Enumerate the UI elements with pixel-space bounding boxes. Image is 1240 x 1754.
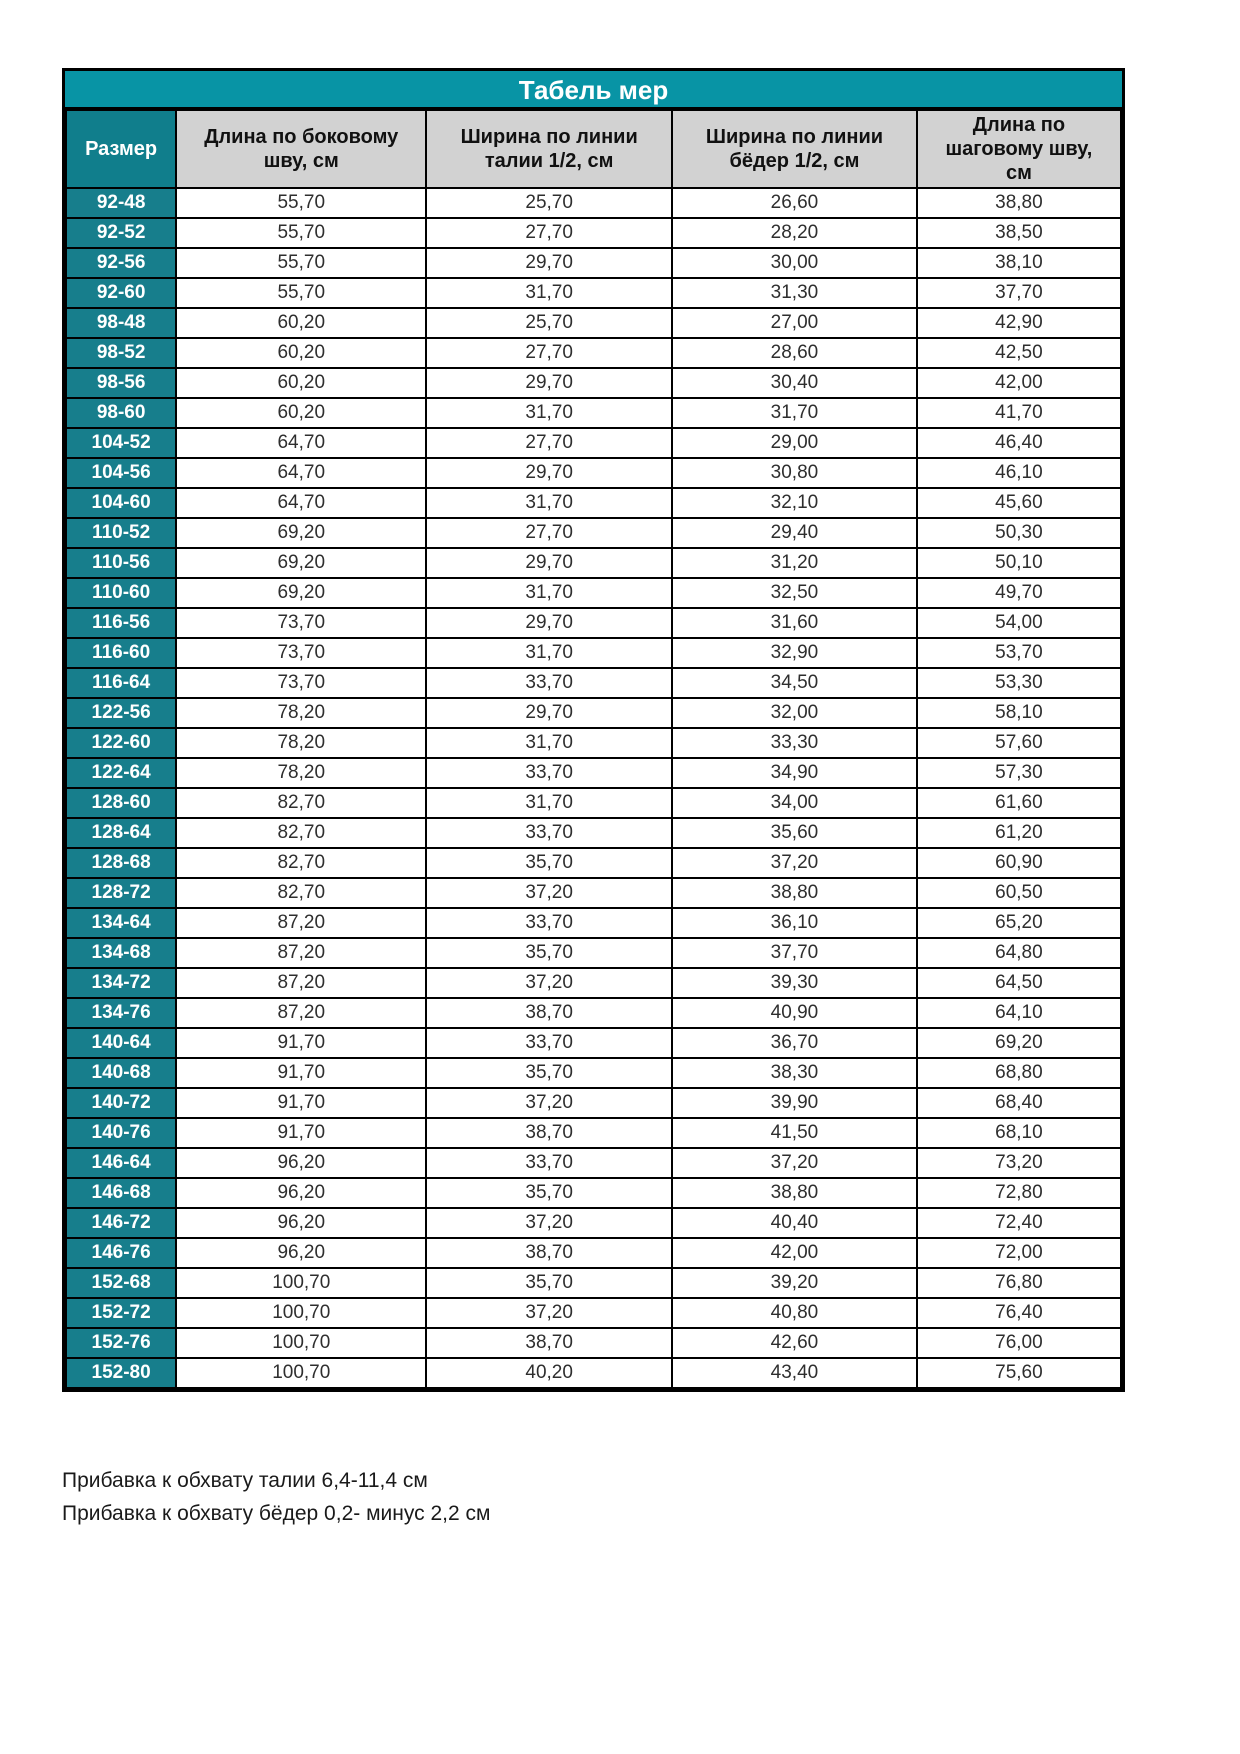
size-cell: 146-76 [66, 1238, 176, 1268]
value-cell: 60,50 [917, 878, 1121, 908]
size-cell: 152-76 [66, 1328, 176, 1358]
table-row [66, 728, 1121, 758]
value-cell: 73,70 [176, 668, 426, 698]
value-cell: 82,70 [176, 878, 426, 908]
value-cell: 26,60 [672, 188, 917, 218]
size-cell: 140-68 [66, 1058, 176, 1088]
value-cell: 61,60 [917, 788, 1121, 818]
footnote-waist-ease: Прибавка к обхвату талии 6,4-11,4 см [62, 1469, 428, 1492]
value-cell: 72,00 [917, 1238, 1121, 1268]
value-cell: 46,40 [917, 428, 1121, 458]
size-cell: 134-68 [66, 938, 176, 968]
value-cell: 69,20 [176, 548, 426, 578]
value-cell: 96,20 [176, 1178, 426, 1208]
value-cell: 40,40 [672, 1208, 917, 1238]
size-cell: 110-52 [66, 518, 176, 548]
value-cell: 61,20 [917, 818, 1121, 848]
value-cell: 46,10 [917, 458, 1121, 488]
table-row [66, 608, 1121, 638]
table-row [66, 308, 1121, 338]
column-header-inseam: Длина по шаговому шву, см [917, 110, 1121, 188]
size-cell: 98-52 [66, 338, 176, 368]
table-row [66, 1208, 1121, 1238]
size-cell: 116-60 [66, 638, 176, 668]
value-cell: 30,00 [672, 248, 917, 278]
value-cell: 29,70 [426, 458, 672, 488]
value-cell: 33,70 [426, 758, 672, 788]
value-cell: 100,70 [176, 1358, 426, 1388]
value-cell: 38,70 [426, 1328, 672, 1358]
size-cell: 98-56 [66, 368, 176, 398]
table-row [66, 758, 1121, 788]
value-cell: 87,20 [176, 998, 426, 1028]
value-cell: 28,20 [672, 218, 917, 248]
value-cell: 32,90 [672, 638, 917, 668]
value-cell: 30,80 [672, 458, 917, 488]
value-cell: 96,20 [176, 1208, 426, 1238]
value-cell: 31,70 [426, 398, 672, 428]
value-cell: 32,50 [672, 578, 917, 608]
value-cell: 38,50 [917, 218, 1121, 248]
value-cell: 96,20 [176, 1238, 426, 1268]
size-cell: 92-56 [66, 248, 176, 278]
value-cell: 35,70 [426, 848, 672, 878]
table-row [66, 878, 1121, 908]
value-cell: 73,70 [176, 608, 426, 638]
value-cell: 27,70 [426, 338, 672, 368]
size-cell: 134-72 [66, 968, 176, 998]
table-row [66, 1118, 1121, 1148]
value-cell: 68,40 [917, 1088, 1121, 1118]
value-cell: 57,30 [917, 758, 1121, 788]
table-row [66, 668, 1121, 698]
size-cell: 122-56 [66, 698, 176, 728]
value-cell: 42,90 [917, 308, 1121, 338]
size-cell: 116-64 [66, 668, 176, 698]
value-cell: 100,70 [176, 1298, 426, 1328]
table-header [66, 110, 1121, 188]
measurement-table [65, 109, 1122, 1389]
size-cell: 98-48 [66, 308, 176, 338]
value-cell: 38,80 [672, 1178, 917, 1208]
value-cell: 87,20 [176, 908, 426, 938]
value-cell: 35,60 [672, 818, 917, 848]
value-cell: 36,10 [672, 908, 917, 938]
table-row [66, 788, 1121, 818]
value-cell: 37,20 [426, 878, 672, 908]
value-cell: 60,20 [176, 308, 426, 338]
value-cell: 37,70 [672, 938, 917, 968]
value-cell: 32,00 [672, 698, 917, 728]
table-row [66, 488, 1121, 518]
value-cell: 34,00 [672, 788, 917, 818]
table-row [66, 1058, 1121, 1088]
value-cell: 38,70 [426, 1118, 672, 1148]
value-cell: 31,30 [672, 278, 917, 308]
value-cell: 87,20 [176, 938, 426, 968]
value-cell: 31,70 [426, 638, 672, 668]
table-row [66, 1328, 1121, 1358]
value-cell: 38,10 [917, 248, 1121, 278]
value-cell: 36,70 [672, 1028, 917, 1058]
value-cell: 37,20 [426, 1298, 672, 1328]
size-cell: 116-56 [66, 608, 176, 638]
table-row [66, 578, 1121, 608]
value-cell: 31,60 [672, 608, 917, 638]
value-cell: 42,50 [917, 338, 1121, 368]
size-cell: 152-80 [66, 1358, 176, 1388]
value-cell: 64,10 [917, 998, 1121, 1028]
value-cell: 38,70 [426, 1238, 672, 1268]
table-row [66, 968, 1121, 998]
value-cell: 76,00 [917, 1328, 1121, 1358]
table-row [66, 428, 1121, 458]
table-row [66, 1148, 1121, 1178]
value-cell: 33,70 [426, 1028, 672, 1058]
size-cell: 146-72 [66, 1208, 176, 1238]
size-cell: 128-72 [66, 878, 176, 908]
value-cell: 27,70 [426, 518, 672, 548]
size-cell: 152-72 [66, 1298, 176, 1328]
value-cell: 69,20 [917, 1028, 1121, 1058]
value-cell: 37,20 [672, 848, 917, 878]
value-cell: 64,70 [176, 428, 426, 458]
value-cell: 78,20 [176, 698, 426, 728]
value-cell: 27,70 [426, 428, 672, 458]
table-row [66, 248, 1121, 278]
value-cell: 31,70 [426, 728, 672, 758]
size-cell: 110-56 [66, 548, 176, 578]
table-row [66, 278, 1121, 308]
value-cell: 87,20 [176, 968, 426, 998]
value-cell: 39,90 [672, 1088, 917, 1118]
value-cell: 35,70 [426, 1268, 672, 1298]
value-cell: 72,40 [917, 1208, 1121, 1238]
value-cell: 78,20 [176, 758, 426, 788]
table-row [66, 908, 1121, 938]
header-row [66, 110, 1121, 188]
value-cell: 60,20 [176, 398, 426, 428]
value-cell: 29,70 [426, 698, 672, 728]
footnotes [62, 1464, 1125, 1530]
size-cell: 140-72 [66, 1088, 176, 1118]
size-cell: 98-60 [66, 398, 176, 428]
value-cell: 73,20 [917, 1148, 1121, 1178]
value-cell: 78,20 [176, 728, 426, 758]
table-row [66, 1268, 1121, 1298]
value-cell: 33,30 [672, 728, 917, 758]
value-cell: 27,70 [426, 218, 672, 248]
table-row [66, 1298, 1121, 1328]
value-cell: 43,40 [672, 1358, 917, 1388]
table-row [66, 518, 1121, 548]
size-cell: 134-64 [66, 908, 176, 938]
size-cell: 92-48 [66, 188, 176, 218]
value-cell: 40,80 [672, 1298, 917, 1328]
table-row [66, 548, 1121, 578]
value-cell: 31,20 [672, 548, 917, 578]
column-header-hip-width: Ширина по линии бёдер 1/2, см [672, 110, 917, 188]
measurement-table-container [62, 68, 1125, 1392]
value-cell: 64,80 [917, 938, 1121, 968]
value-cell: 33,70 [426, 908, 672, 938]
value-cell: 31,70 [426, 788, 672, 818]
column-header-size: Размер [66, 110, 176, 188]
value-cell: 31,70 [426, 488, 672, 518]
value-cell: 34,50 [672, 668, 917, 698]
value-cell: 29,00 [672, 428, 917, 458]
document-page [62, 68, 1125, 1530]
value-cell: 33,70 [426, 668, 672, 698]
size-cell: 128-64 [66, 818, 176, 848]
value-cell: 72,80 [917, 1178, 1121, 1208]
value-cell: 42,00 [917, 368, 1121, 398]
value-cell: 82,70 [176, 818, 426, 848]
size-cell: 122-60 [66, 728, 176, 758]
value-cell: 64,70 [176, 458, 426, 488]
value-cell: 35,70 [426, 1178, 672, 1208]
table-row [66, 1358, 1121, 1388]
table-row [66, 458, 1121, 488]
value-cell: 49,70 [917, 578, 1121, 608]
value-cell: 39,20 [672, 1268, 917, 1298]
table-row [66, 848, 1121, 878]
size-cell: 122-64 [66, 758, 176, 788]
value-cell: 91,70 [176, 1118, 426, 1148]
size-cell: 110-60 [66, 578, 176, 608]
value-cell: 38,30 [672, 1058, 917, 1088]
value-cell: 35,70 [426, 938, 672, 968]
table-row [66, 398, 1121, 428]
value-cell: 69,20 [176, 518, 426, 548]
value-cell: 38,70 [426, 998, 672, 1028]
table-row [66, 1238, 1121, 1268]
value-cell: 32,10 [672, 488, 917, 518]
value-cell: 31,70 [426, 278, 672, 308]
size-cell: 146-64 [66, 1148, 176, 1178]
value-cell: 37,20 [672, 1148, 917, 1178]
value-cell: 35,70 [426, 1058, 672, 1088]
size-cell: 146-68 [66, 1178, 176, 1208]
value-cell: 34,90 [672, 758, 917, 788]
value-cell: 69,20 [176, 578, 426, 608]
value-cell: 25,70 [426, 188, 672, 218]
value-cell: 30,40 [672, 368, 917, 398]
value-cell: 54,00 [917, 608, 1121, 638]
value-cell: 37,20 [426, 1088, 672, 1118]
value-cell: 60,20 [176, 338, 426, 368]
value-cell: 60,20 [176, 368, 426, 398]
value-cell: 55,70 [176, 188, 426, 218]
size-cell: 140-64 [66, 1028, 176, 1058]
table-row [66, 188, 1121, 218]
value-cell: 55,70 [176, 248, 426, 278]
value-cell: 38,80 [672, 878, 917, 908]
value-cell: 82,70 [176, 788, 426, 818]
table-row [66, 638, 1121, 668]
value-cell: 76,80 [917, 1268, 1121, 1298]
value-cell: 37,20 [426, 1208, 672, 1238]
size-cell: 92-60 [66, 278, 176, 308]
size-cell: 152-68 [66, 1268, 176, 1298]
value-cell: 91,70 [176, 1028, 426, 1058]
value-cell: 33,70 [426, 818, 672, 848]
size-cell: 92-52 [66, 218, 176, 248]
value-cell: 29,40 [672, 518, 917, 548]
size-cell: 128-60 [66, 788, 176, 818]
value-cell: 64,70 [176, 488, 426, 518]
value-cell: 39,30 [672, 968, 917, 998]
table-row [66, 818, 1121, 848]
table-row [66, 1028, 1121, 1058]
value-cell: 91,70 [176, 1058, 426, 1088]
value-cell: 68,80 [917, 1058, 1121, 1088]
value-cell: 57,60 [917, 728, 1121, 758]
value-cell: 28,60 [672, 338, 917, 368]
value-cell: 31,70 [672, 398, 917, 428]
value-cell: 41,70 [917, 398, 1121, 428]
value-cell: 29,70 [426, 548, 672, 578]
value-cell: 37,70 [917, 278, 1121, 308]
value-cell: 42,00 [672, 1238, 917, 1268]
value-cell: 76,40 [917, 1298, 1121, 1328]
value-cell: 42,60 [672, 1328, 917, 1358]
table-title: Табель мер [65, 71, 1122, 109]
value-cell: 73,70 [176, 638, 426, 668]
value-cell: 53,30 [917, 668, 1121, 698]
value-cell: 29,70 [426, 368, 672, 398]
value-cell: 64,50 [917, 968, 1121, 998]
value-cell: 40,20 [426, 1358, 672, 1388]
value-cell: 25,70 [426, 308, 672, 338]
size-cell: 140-76 [66, 1118, 176, 1148]
value-cell: 60,90 [917, 848, 1121, 878]
value-cell: 68,10 [917, 1118, 1121, 1148]
value-cell: 40,90 [672, 998, 917, 1028]
value-cell: 38,80 [917, 188, 1121, 218]
value-cell: 37,20 [426, 968, 672, 998]
value-cell: 53,70 [917, 638, 1121, 668]
column-header-waist-width: Ширина по линии талии 1/2, см [426, 110, 672, 188]
value-cell: 65,20 [917, 908, 1121, 938]
value-cell: 75,60 [917, 1358, 1121, 1388]
table-row [66, 1088, 1121, 1118]
value-cell: 50,10 [917, 548, 1121, 578]
table-row [66, 338, 1121, 368]
footnote-hip-ease: Прибавка к обхвату бёдер 0,2- минус 2,2 см [62, 1502, 491, 1525]
size-cell: 104-56 [66, 458, 176, 488]
value-cell: 55,70 [176, 218, 426, 248]
value-cell: 58,10 [917, 698, 1121, 728]
value-cell: 82,70 [176, 848, 426, 878]
value-cell: 91,70 [176, 1088, 426, 1118]
table-row [66, 368, 1121, 398]
table-row [66, 998, 1121, 1028]
value-cell: 29,70 [426, 248, 672, 278]
size-cell: 104-60 [66, 488, 176, 518]
measurement-table-body [66, 188, 1121, 1388]
table-row [66, 698, 1121, 728]
value-cell: 29,70 [426, 608, 672, 638]
value-cell: 96,20 [176, 1148, 426, 1178]
column-header-side-seam: Длина по боковому шву, см [176, 110, 426, 188]
size-cell: 134-76 [66, 998, 176, 1028]
value-cell: 31,70 [426, 578, 672, 608]
value-cell: 55,70 [176, 278, 426, 308]
value-cell: 45,60 [917, 488, 1121, 518]
value-cell: 41,50 [672, 1118, 917, 1148]
value-cell: 50,30 [917, 518, 1121, 548]
value-cell: 100,70 [176, 1328, 426, 1358]
size-cell: 128-68 [66, 848, 176, 878]
value-cell: 33,70 [426, 1148, 672, 1178]
size-cell: 104-52 [66, 428, 176, 458]
value-cell: 100,70 [176, 1268, 426, 1298]
table-row [66, 938, 1121, 968]
value-cell: 27,00 [672, 308, 917, 338]
table-row [66, 218, 1121, 248]
table-row [66, 1178, 1121, 1208]
